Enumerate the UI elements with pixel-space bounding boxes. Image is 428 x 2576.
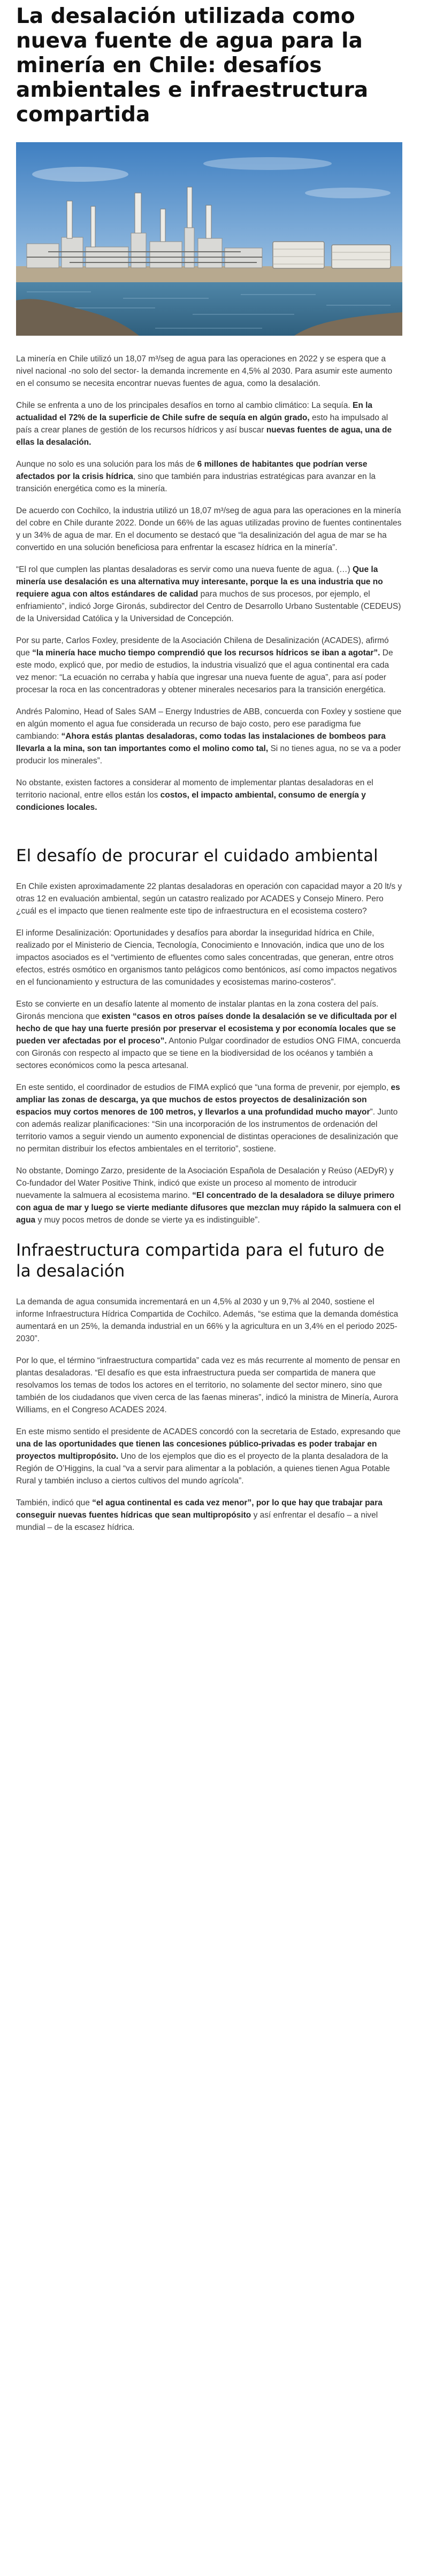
article-paragraph xyxy=(16,635,402,696)
text-run: Antonio Pulgar coordinador de estudios ONG FIMA, concuerda con Gironás con respecto al impacto que se tiene en la biodiversidad de los océanos y también a sectores económicos como la pesca artesanal. xyxy=(16,1036,401,1070)
bold-text: existen “casos en otros países donde la desalación se ve dificultada por el hecho de que hay una fuerte presión por preservar el ecosistema y por economía locales que se pueden ver afectadas por el proceso”. xyxy=(16,1012,397,1046)
article-paragraph xyxy=(16,563,402,625)
text-run: ”. Junto con además realizar planificaciones: “Sin una incorporación de los instrumentos de ordenación del territorio vamos a seguir viendo un aumento exponencial de distintas operaciones de desalinización que no permitan distribuir los efectos ambientales en el territorio”, sostiene. xyxy=(16,1108,399,1154)
text-run: La minería en Chile utilizó un 18,07 m³/seg de agua para las operaciones en 2022 y se espera que a nivel nacional -no solo del sector- la demanda incremente en 4,5% al 2030. Para asumir este aumento en el consumo se necesita encontrar nuevas fuentes de agua, como la desalación. xyxy=(16,354,393,388)
section-heading-environment: El desafío de procurar el cuidado ambiental xyxy=(16,846,378,865)
text-run: El informe Desalinización: Oportunidades y desafíos para abordar la inseguridad hídrica en Chile, realizado por el Ministerio de Ciencia, Tecnología, Conocimiento e Innovación, indica que uno de los impactos asociados es el “vertimiento de efluentes como sales concentradas, que generan, entre otros efectos, estrés osmótico en organismos tanto pelágicos como bentónicos, así como impactos negativos en el funcionamiento y estructura de las comunidades y ecosistemas marino-costeros”. xyxy=(16,929,397,987)
bold-text: costos, el impacto ambiental, consumo de energía y condiciones locales. xyxy=(16,791,366,812)
bold-text: “El concentrado de la desaladora se diluye primero con agua de mar y luego se vierte mediante difusores que mezclan muy rápido la salmuera con el agua xyxy=(16,1191,401,1225)
text-run: También, indicó que xyxy=(16,1498,93,1507)
text-run: “El rol que cumplen las plantas desaladoras es servir como una nueva fuente de agua. (…) xyxy=(16,565,353,574)
bold-text: “Ahora estás plantas desaladoras, como todas las instalaciones de bombeos para llevarla a la mina, son tan importantes como el molino como tal, xyxy=(16,732,386,753)
article-paragraph xyxy=(16,399,402,448)
text-run: y muy pocos metros de donde se vierte ya es indistinguible”. xyxy=(35,1216,260,1225)
article-paragraph xyxy=(16,998,402,1072)
text-run: La demanda de agua consumida incrementará en un 4,5% al 2030 y un 9,7% al 2040, sostiene el informe Infraestructura Hídrica Compartida de Cochilco. Además, “se estima que la demanda doméstica aumentará en un 25%, la demanda industrial en un 66% y la agricultura en un 3,4% en el periodo 2025-2030”. xyxy=(16,1297,399,1343)
article-paragraph xyxy=(16,505,402,554)
text-run: , sino que también para industrias estratégicas para avanzar en la transición energética como es la minería. xyxy=(16,472,376,493)
article-paragraph xyxy=(16,1355,402,1416)
text-run: para muchos de sus procesos, por ejemplo, el enfriamiento”, indicó Jorge Gironás, subdirector del Centro de Desarrollo Urbano Sustentable (CEDEUS) de la Universidad Católica y la Universidad de Concepción. xyxy=(16,590,401,623)
bold-text: En la actualidad el 72% de la superficie de Chile sufre de sequía en algún grado, xyxy=(16,401,373,422)
hero-image xyxy=(16,142,402,336)
article-paragraph xyxy=(16,1497,402,1534)
text-run: En Chile existen aproximadamente 22 plantas desaladoras en operación con capacidad mayor a 20 lt/s y otras 12 en evaluación ambiental, según un catastro realizado por ACADES y Consejo Minero. Pero ¿cuál es el impacto que tienen realmente este tipo de infraestructura en el ecosistema costero? xyxy=(16,882,402,916)
text-run: Uno de los ejemplos que dio es el proyecto de la planta desaladora de la Región de O’Higgins, la cual “va a servir para alimentar a la población, a quienes tienen Agua Potable Rural y también incluso a ciertos cultivos del mundo agrícola”. xyxy=(16,1452,390,1486)
article-paragraph xyxy=(16,880,402,917)
article-paragraph xyxy=(16,1296,402,1345)
text-run: Chile se enfrenta a uno de los principales desafíos en torno al cambio climático: La sequía. xyxy=(16,401,353,410)
text-run: Por lo que, el término “infraestructura compartida” cada vez es más recurrente al momento de pensar en plantas desaladoras. “El desafío es que esta infraestructura pueda ser compartida de manera que resolvamos los temas de todos los actores en el territorio, no solamente del sector minero, sino que también de los ciudadanos que viven cerca de las faenas mineras”, indicó la ministra de Minería, Aurora Williams, en el Congreso ACADES 2024. xyxy=(16,1356,400,1414)
environment-section xyxy=(16,880,402,1226)
bold-text: nuevas fuentes de agua, una de ellas la desalación. xyxy=(16,426,392,447)
bold-text: “la minería hace mucho tiempo comprendió que los recursos hídricos se iban a agotar”. xyxy=(32,648,380,657)
article-paragraph xyxy=(16,1426,402,1487)
section-heading-infrastructure: Infraestructura compartida para el futuro de la desalación xyxy=(16,1241,385,1281)
article-paragraph xyxy=(16,353,402,390)
text-run: En este sentido, el coordinador de estudios de FIMA explicó que “una forma de prevenir, por ejemplo, xyxy=(16,1083,391,1092)
infrastructure-section xyxy=(16,1296,402,1534)
article-paragraph xyxy=(16,458,402,495)
text-run: Aunque no solo es una solución para los más de xyxy=(16,460,197,469)
text-run: y así enfrentar el desafío – a nivel mundial – de la escasez hídrica. xyxy=(16,1511,378,1532)
bold-text: es ampliar las zonas de descarga, ya que muchos de estos proyectos de desalinización son espacios muy cortos menores de 100 metros, y llevarlos a una profundidad mucho mayor xyxy=(16,1083,400,1117)
text-run: Esto se convierte en un desafío latente al momento de instalar plantas en la zona costera del país. Gironás menciona que xyxy=(16,1000,379,1021)
text-run: Andrés Palomino, Head of Sales SAM – Energy Industries de ABB, concuerda con Foxley y sostiene que en algún momento el agua fue considerada un recurso de bajo costo, pero ese paradigma fue cambiando: xyxy=(16,707,402,741)
bold-text: una de las oportunidades que tienen las concesiones público-privadas es poder trabajar en proyectos multipropósito. xyxy=(16,1440,377,1461)
text-run: De este modo, explicó que, por medio de estudios, la industria visualizó que el agua continental era cada vez menor: “La ecuación no cerraba y había que ingresar una nueva fuente de agua”, para así poder procesar la roca en las concentradoras y obtener minerales necesarios para la transición energética. xyxy=(16,648,393,694)
text-run: En este mismo sentido el presidente de ACADES concordó con la secretaria de Estado, expresando que xyxy=(16,1427,401,1436)
text-run: No obstante, existen factores a considerar al momento de implementar plantas desaladoras en el territorio nacional, entre ellos están los xyxy=(16,778,373,800)
article-paragraph xyxy=(16,927,402,988)
bold-text: Que la minería use desalación es una alternativa muy interesante, porque la es una industria que no requiere agua con altos estándares de calidad xyxy=(16,565,383,599)
text-run: Si no tienes agua, no se va a poder producir los minerales”. xyxy=(16,744,401,765)
intro-section xyxy=(16,353,402,814)
article-paragraph xyxy=(16,1165,402,1226)
text-run: De acuerdo con Cochilco, la industria utilizó un 18,07 m³/seg de agua para las operaciones en la minería del cobre en Chile durante 2022. Donde un 66% de las aguas utilizadas provino de fuentes continentales y un 34% de agua de mar. En el documento se destacó que “la desalinización del agua de mar se ha convertido en una solución beneficiosa para enfrentar la escasez hídrica en la minería”. xyxy=(16,506,402,552)
text-run: Por su parte, Carlos Foxley, presidente de la Asociación Chilena de Desalinización (ACADES), afirmó que xyxy=(16,636,389,657)
article-paragraph xyxy=(16,777,402,814)
article-paragraph xyxy=(16,706,402,767)
article-paragraph xyxy=(16,1081,402,1155)
article-title: La desalación utilizada como nueva fuente de agua para la minería en Chile: desafíos ambientales e infraestructura compartida xyxy=(16,4,369,127)
bold-text: 6 millones de habitantes que podrían verse afectados por la crisis hídrica xyxy=(16,460,368,481)
text-run: esto ha impulsado al país a crear planes de gestión de los recursos hídricos y así buscar xyxy=(16,413,388,435)
bold-text: “el agua continental es cada vez menor”, por lo que hay que trabajar para conseguir nuevas fuentes hídricas que sean multipropósito xyxy=(16,1498,383,1520)
text-run: No obstante, Domingo Zarzo, presidente de la Asociación Española de Desalación y Reúso (AEDyR) y Co-fundador del Water Positive Think, indicó que existe un proceso al momento de introducir nuevamente la salmuera al ecosistema marino. xyxy=(16,1166,394,1200)
